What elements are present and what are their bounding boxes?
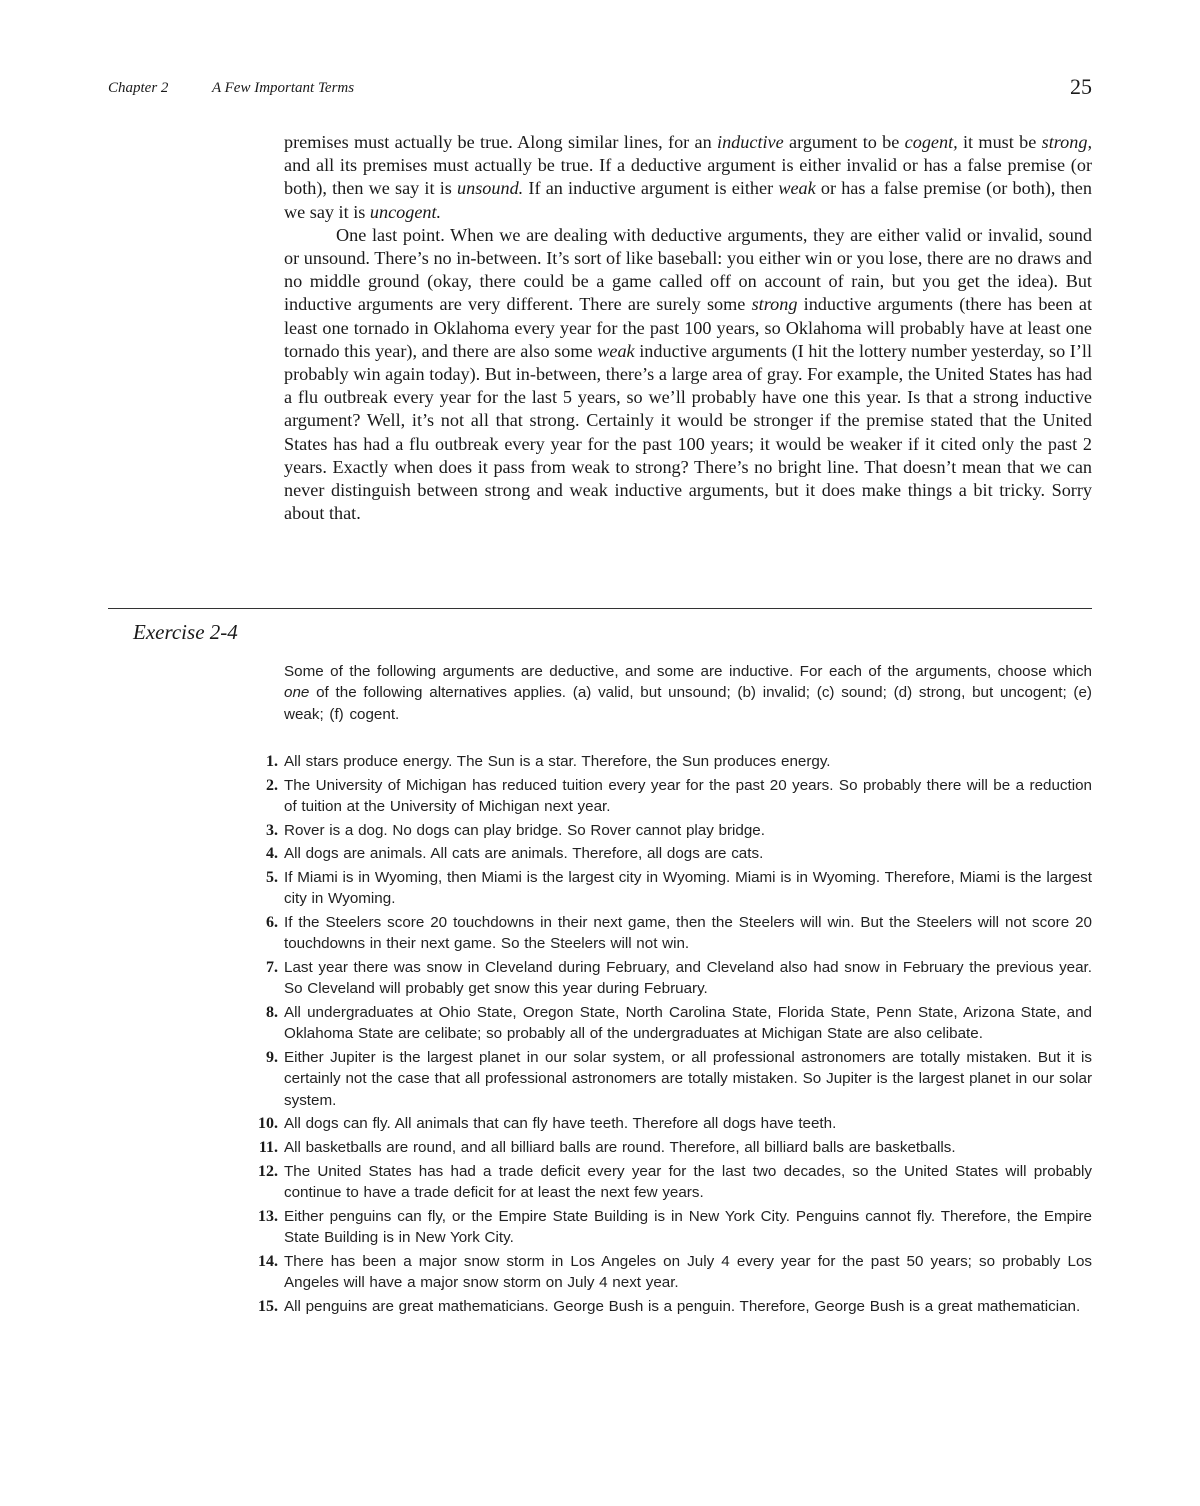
exercise-item — [266, 912, 1092, 955]
exercise-item — [266, 957, 1092, 1000]
exercise-item-text: The United States has had a trade deficit every year for the last two decades, so the United States will probably continue to have a trade deficit for at least the next few years. — [284, 1162, 1092, 1201]
exercise-item — [266, 751, 1092, 772]
exercise-item-number: 4. — [266, 845, 278, 863]
exercise-item-number: 1. — [266, 753, 278, 770]
emphasis-weak: weak — [597, 340, 635, 361]
exercise-heading: Exercise 2-4 — [133, 620, 238, 644]
text-run: If an inductive argument is either — [523, 178, 779, 199]
exercise-item-number: 5. — [266, 869, 278, 887]
running-head — [108, 74, 1092, 102]
text-run: of the following alternatives applies. (a) valid, but unsound; (b) invalid; (c) sound; (d) strong, but uncogent; (e) weak; (f) cogent. — [284, 684, 1092, 723]
exercise-item — [266, 775, 1092, 818]
exercise-item — [258, 1206, 1092, 1249]
emphasis-strong: strong — [751, 294, 798, 315]
exercise-item-number: 2. — [266, 776, 278, 794]
exercise-item — [266, 820, 1092, 841]
exercise-item-text: Last year there was snow in Cleveland during February, and Cleveland also had snow in February the previous year. So Cleveland will probably get snow this year during February. — [284, 959, 1092, 998]
text-run: One last point. When we are dealing with deductive arguments, they are either valid or invalid, sound or unsound. There’s no in-between. It’s sort of like baseball: you either win or you lose, there are no draws and no middle ground (okay, there could be a game called off on account of rain, but you get the idea). But inductive arguments are very different. There are surely some — [284, 224, 1092, 315]
body-paragraph-1 — [284, 131, 1092, 224]
exercise-item-text: All basketballs are round, and all billiard balls are round. Therefore, all billiard balls are basketballs. — [284, 1138, 956, 1156]
section-divider — [108, 608, 1092, 609]
exercise-item-number: 15. — [258, 1297, 278, 1315]
text-run: inductive arguments (I hit the lottery number yesterday, so I’ll probably win again today). But in-between, there’s a large area of gray. For example, the United States has had a flu outbreak every year for the last 5 years, so we’ll probably have one this year. Is that a strong inductive argument? Well, it’s not all that strong. Certainly it would be stronger if the premise stated that the United States has had a flu outbreak every year for the past 100 years; it would be weaker if it cited only the past 2 years. Exactly when does it pass from weak to strong? There’s no bright line. That doesn’t mean that we can never distinguish between strong and weak inductive arguments, but it does make things a bit tricky. Sorry about that. — [284, 340, 1093, 524]
exercise-item-number: 3. — [266, 821, 278, 839]
text-run: premises must actually be true. Along similar lines, for an — [284, 132, 718, 152]
exercise-item-text: All dogs are animals. All cats are animals. Therefore, all dogs are cats. — [284, 845, 764, 863]
exercise-item — [258, 1113, 1092, 1134]
chapter-title: A Few Important Terms — [212, 80, 355, 96]
exercise-item — [258, 1251, 1092, 1294]
text-run: argument to be — [783, 132, 905, 152]
exercise-list — [258, 751, 1092, 1319]
exercise-item — [258, 1296, 1092, 1317]
exercise-item — [266, 1047, 1092, 1111]
exercise-item-text: The University of Michigan has reduced tuition every year for the past 20 years. So probably there will be a reduction of tuition at the University of Michigan next year. — [284, 776, 1092, 815]
exercise-item — [258, 1137, 1092, 1158]
exercise-item-text: Either penguins can fly, or the Empire State Building is in New York City. Penguins cannot fly. Therefore, the Empire State Building is in New York City. — [284, 1207, 1092, 1246]
emphasis-one: one — [284, 684, 310, 702]
exercise-item-number: 12. — [258, 1162, 278, 1180]
emphasis-cogent: cogent, — [904, 132, 958, 152]
page-number: 25 — [1070, 74, 1092, 99]
exercise-item-number: 10. — [258, 1115, 278, 1133]
exercise-item — [266, 1002, 1092, 1045]
text-run: inductive arguments (there has been at least one tornado in Oklahoma every year for the past 100 years, so Oklahoma will probably have at least one tornado this year), and there are also some — [284, 294, 1093, 361]
body-text — [284, 131, 1092, 525]
exercise-item-text: All dogs can fly. All animals that can fly have teeth. Therefore all dogs have teeth. — [284, 1115, 837, 1133]
exercise-item-text: All penguins are great mathematicians. George Bush is a penguin. Therefore, George Bush is a great mathematician. — [284, 1297, 1081, 1315]
exercise-item-text: Either Jupiter is the largest planet in our solar system, or all professional astronomers are totally mistaken. But it is certainly not the case that all professional astronomers are totally mistaken. So Jupiter is the largest planet in our solar system. — [284, 1048, 1092, 1109]
exercise-item-text: Rover is a dog. No dogs can play bridge. So Rover cannot play bridge. — [284, 821, 765, 839]
chapter-label: Chapter 2 — [108, 80, 169, 96]
emphasis-uncogent: uncogent. — [369, 201, 442, 222]
exercise-item-number: 7. — [266, 959, 278, 977]
text-run: it must be — [957, 132, 1042, 152]
exercise-item-text: All undergraduates at Ohio State, Oregon State, North Carolina State, Florida State, Penn State, Arizona State, and Oklahoma State are celibate; so probably all of the undergraduates at Michigan State are also celibate. — [284, 1004, 1092, 1043]
emphasis-unsound: unsound. — [457, 178, 524, 199]
exercise-instructions — [284, 661, 1092, 725]
exercise-item-text: If the Steelers score 20 touchdowns in their next game, then the Steelers will win. But the Steelers will not score 20 touchdowns in their next game. So the Steelers will not win. — [284, 914, 1092, 953]
exercise-item-number: 11. — [258, 1138, 278, 1156]
emphasis-inductive: inductive — [717, 132, 784, 152]
exercise-item-number: 6. — [266, 914, 278, 932]
exercise-item-text: There has been a major snow storm in Los Angeles on July 4 every year for the past 50 years; so probably Los Angeles will have a major snow storm on July 4 next year. — [284, 1252, 1092, 1291]
text-run: and all its premises must actually be true. If a deductive argument is either invalid or has a false premise (or both), then we say it is — [284, 155, 1092, 199]
text-run: or has a false premise (or both), then we say it is — [284, 178, 1092, 222]
exercise-item-number: 14. — [258, 1252, 278, 1270]
exercise-item-number: 9. — [266, 1048, 278, 1066]
emphasis-strong: strong, — [1041, 132, 1092, 152]
body-paragraph-2 — [284, 224, 1092, 526]
emphasis-weak: weak — [778, 178, 816, 199]
exercise-item-number: 13. — [258, 1207, 278, 1225]
exercise-item — [258, 1161, 1092, 1204]
text-run: Some of the following arguments are deductive, and some are inductive. For each of the arguments, choose which — [284, 663, 1092, 680]
exercise-item-text: All stars produce energy. The Sun is a star. Therefore, the Sun produces energy. — [284, 753, 831, 770]
exercise-item-text: If Miami is in Wyoming, then Miami is the largest city in Wyoming. Miami is in Wyoming. Therefore, Miami is the largest city in Wyoming. — [284, 869, 1092, 908]
exercise-item — [266, 867, 1092, 910]
exercise-item-number: 8. — [266, 1004, 278, 1021]
exercise-item — [266, 843, 1092, 864]
